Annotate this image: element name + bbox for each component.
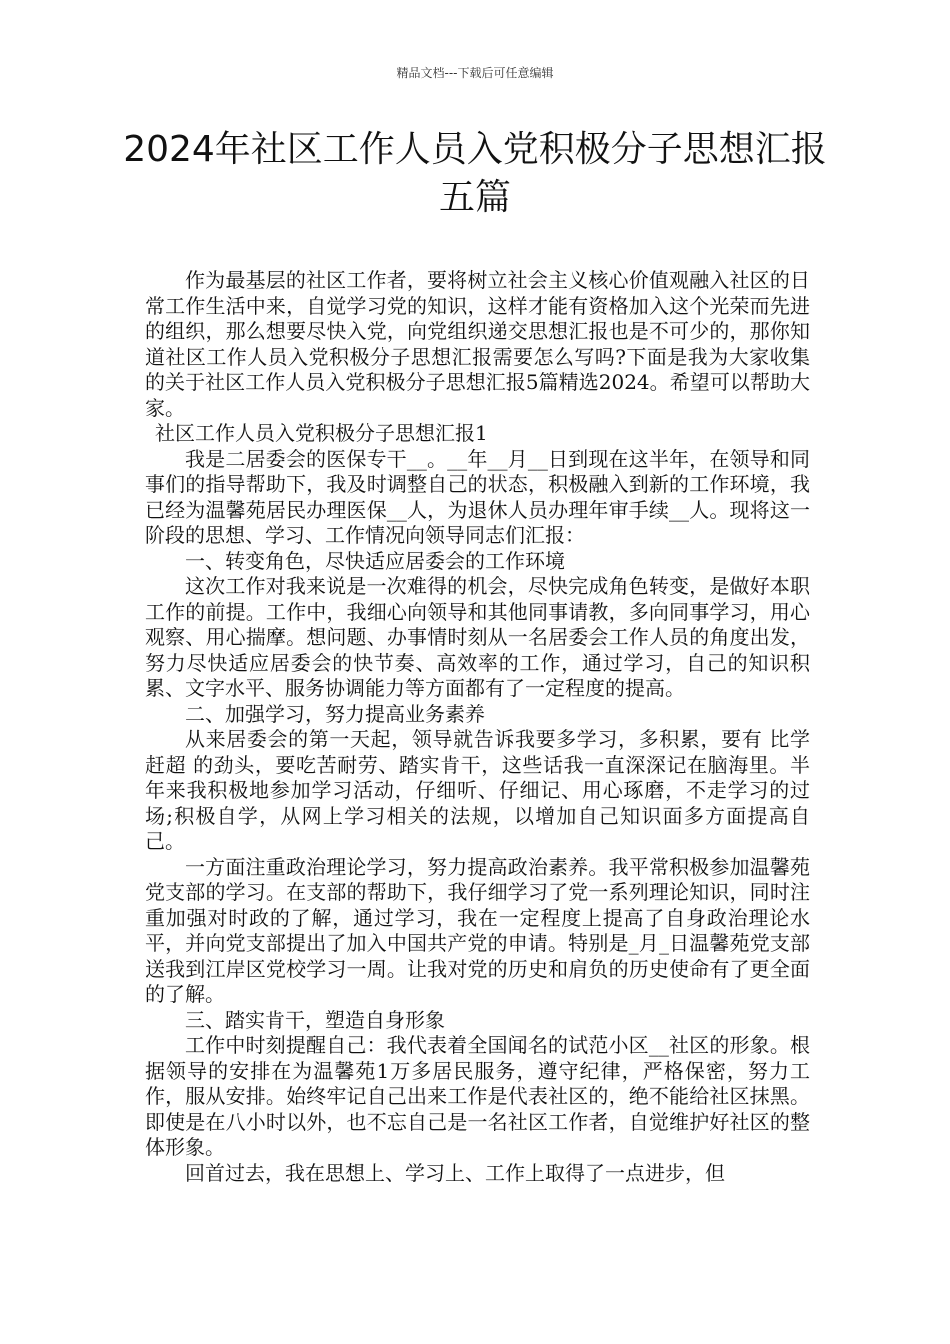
- paragraph: 这次工作对我来说是一次难得的机会，尽快完成角色转变，是做好本职工作的前提。工作中，我细心向领导和其他同事请教，多向同事学习，用心观察、用心揣摩。想问题、办事情时刻从一名居委会工作人员的角度出发，努力尽快适应居委会的快节奏、高效率的工作，通过学习，自己的知识积累、文字水平、服务协调能力等方面都有了一定程度的提高。: [145, 574, 810, 700]
- subheading-1: 一、转变角色，尽快适应居委会的工作环境: [185, 548, 565, 573]
- paragraph: 工作中时刻提醒自己：我代表着全国闻名的试范小区__社区的形象。根据领导的安排在为温馨苑1万多居民服务，遵守纪律，严格保密，努力工作，服从安排。始终牢记自己出来工作是代表社区的，绝不能给社区抹黑。即使是在八小时以外，也不忘自己是一名社区工作者，自觉维护好社区的整体形象。: [145, 1033, 810, 1159]
- document-title: 2024年社区工作人员入党积极分子思想汇报五篇: [123, 129, 827, 218]
- paragraph: 从来居委会的第一天起，领导就告诉我要多学习，多积累，要有 比学赶超 的劲头，要吃苦耐劳、踏实肯干，这些话我一直深深记在脑海里。半年来我积极地参加学习活动，仔细听、仔细记、用心琢磨，不走学习的过场;积极自学，从网上学习相关的法规，以增加自己知识面多方面提高自己。: [145, 727, 810, 853]
- header-note: 精品文档---下载后可任意编辑: [396, 66, 554, 80]
- subheading-2: 二、加强学习，努力提高业务素养: [185, 701, 485, 726]
- section-heading-report-1: 社区工作人员入党积极分子思想汇报1: [155, 421, 488, 445]
- document-body: [145, 268, 810, 1186]
- subheading-3: 三、踏实肯干，塑造自身形象: [185, 1007, 445, 1032]
- paragraph: 我是二居委会的医保专干__。__年__月__日到现在这半年，在领导和同事们的指导帮助下，我及时调整自己的状态，积极融入到新的工作环境，我已经为温馨苑居民办理医保__人，为退休人员办理年审手续__人。现将这一阶段的思想、学习、工作情况向领导同志们汇报：: [145, 446, 810, 547]
- paragraph: 回首过去，我在思想上、学习上、工作上取得了一点进步，但: [185, 1160, 725, 1185]
- paragraph: 一方面注重政治理论学习，努力提高政治素养。我平常积极参加温馨苑党支部的学习。在支部的帮助下，我仔细学习了党一系列理论知识，同时注重加强对时政的了解，通过学习，我在一定程度上提高了自身政治理论水平，并向党支部提出了加入中国共产党的申请。特别是_月_日温馨苑党支部送我到江岸区党校学习一周。让我对党的历史和肩负的历史使命有了更全面的了解。: [145, 854, 810, 1006]
- intro-paragraph: 作为最基层的社区工作者，要将树立社会主义核心价值观融入社区的日常工作生活中来，自觉学习党的知识，这样才能有资格加入这个光荣而先进的组织，那么想要尽快入党，向党组织递交思想汇报也是不可少的，那你知道社区工作人员入党积极分子思想汇报需要怎么写吗?下面是我为大家收集的关于社区工作人员入党积极分子思想汇报5篇精选2024。希望可以帮助大家。: [145, 268, 810, 420]
